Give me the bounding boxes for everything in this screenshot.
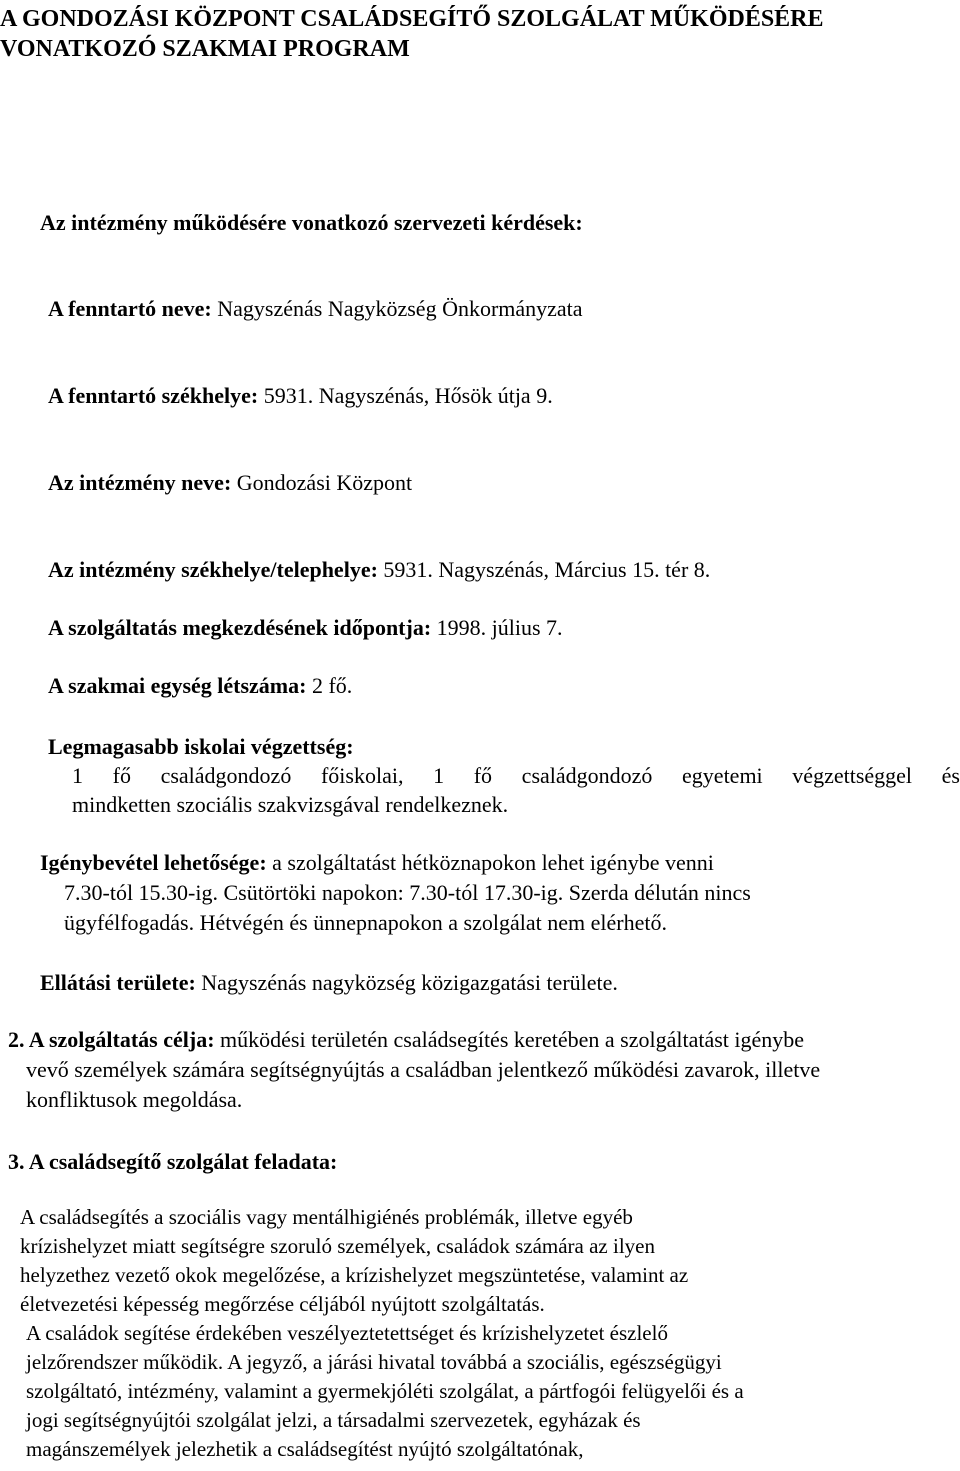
- field-value: 5931. Nagyszénás, Hősök útja 9.: [258, 383, 553, 408]
- section-3-line-4: életvezetési képesség megőrzése céljából nyújtott szolgáltatás.: [20, 1292, 545, 1316]
- field-value: 1998. július 7.: [431, 615, 563, 640]
- field-maintainer-name: [48, 296, 583, 322]
- usage-line-2: 7.30-tól 15.30-ig. Csütörtöki napokon: 7.30-tól 17.30-ig. Szerda délután nincs: [64, 880, 751, 905]
- area-value: Nagyszénás nagyközség közigazgatási területe.: [195, 970, 618, 995]
- field-label: A szakmai egység létszáma:: [48, 673, 307, 698]
- area-label: Ellátási területe:: [40, 970, 196, 995]
- usage-line-3: ügyfélfogadás. Hétvégén és ünnepnapokon a szolgálat nem elérhető.: [64, 910, 667, 935]
- field-value: 2 fő.: [306, 673, 353, 698]
- field-institution-seat: [48, 557, 710, 583]
- usage-line-1: [40, 850, 714, 876]
- section-3-line-1: A családsegítés a szociális vagy mentálhigiénés problémák, illetve egyéb: [20, 1205, 633, 1229]
- section-3-line-9: magánszemélyek jelezhetik a családsegítést nyújtó szolgáltatónak,: [26, 1437, 584, 1461]
- field-value: 5931. Nagyszénás, Március 15. tér 8.: [377, 557, 711, 582]
- document-title-line-1: A GONDOZÁSI KÖZPONT CSALÁDSEGÍTŐ SZOLGÁLAT MŰKÖDÉSÉRE: [0, 6, 824, 32]
- section-2-line-2: vevő személyek számára segítségnyújtás a családban jelentkező működési zavarok, illetve: [26, 1057, 821, 1082]
- field-label: A fenntartó neve:: [48, 296, 212, 321]
- education-label: Legmagasabb iskolai végzettség:: [48, 734, 354, 759]
- field-label: Az intézmény neve:: [48, 470, 232, 495]
- section-3-heading: 3. A családsegítő szolgálat feladata:: [8, 1149, 338, 1174]
- org-heading: Az intézmény működésére vonatkozó szervezeti kérdések:: [40, 210, 583, 235]
- field-label: Az intézmény székhelye/telephelye:: [48, 557, 378, 582]
- section-2-line-3: konfliktusok megoldása.: [26, 1087, 243, 1112]
- field-institution-name: [48, 470, 412, 496]
- field-service-start: [48, 615, 563, 641]
- section-3-line-2: krízishelyzet miatt segítségre szoruló személyek, családok számára az ilyen: [20, 1234, 655, 1258]
- section-3-line-3: helyzethez vezető okok megelőzése, a krízishelyzet megszüntetése, valamint az: [20, 1263, 689, 1287]
- usage-label: Igénybevétel lehetősége:: [40, 850, 267, 875]
- field-label: A fenntartó székhelye:: [48, 383, 259, 408]
- education-line-1: 1 fő családgondozó főiskolai, 1 fő családgondozó egyetemi végzettséggel és: [72, 763, 960, 788]
- education-line-2: mindketten szociális szakvizsgával rendelkeznek.: [72, 792, 509, 817]
- service-area: [40, 970, 618, 996]
- section-3-line-6: jelzőrendszer működik. A jegyző, a járási hivatal továbbá a szociális, egészségügyi: [26, 1350, 722, 1374]
- section-3-line-8: jogi segítségnyújtói szolgálat jelzi, a társadalmi szervezetek, egyházak és: [26, 1408, 641, 1432]
- section-2-text: működési területén családsegítés keretében a szolgáltatást igénybe: [214, 1027, 805, 1052]
- section-2-label: 2. A szolgáltatás célja:: [8, 1027, 215, 1052]
- section-3-line-7: szolgáltató, intézmény, valamint a gyermekjóléti szolgálat, a pártfogói felügyelői és a: [26, 1379, 744, 1403]
- section-2-line-1: [8, 1026, 804, 1054]
- field-value: Gondozási Központ: [231, 470, 413, 495]
- document-title-line-2: VONATKOZÓ SZAKMAI PROGRAM: [0, 36, 410, 62]
- field-label: A szolgáltatás megkezdésének időpontja:: [48, 615, 432, 640]
- field-value: Nagyszénás Nagyközség Önkormányzata: [211, 296, 583, 321]
- usage-text: a szolgáltatást hétköznapokon lehet igénybe venni: [266, 850, 714, 875]
- section-3-line-5: A családok segítése érdekében veszélyeztetettséget és krízishelyzetet észlelő: [26, 1321, 668, 1345]
- field-maintainer-seat: [48, 383, 553, 409]
- field-staff-count: [48, 673, 352, 699]
